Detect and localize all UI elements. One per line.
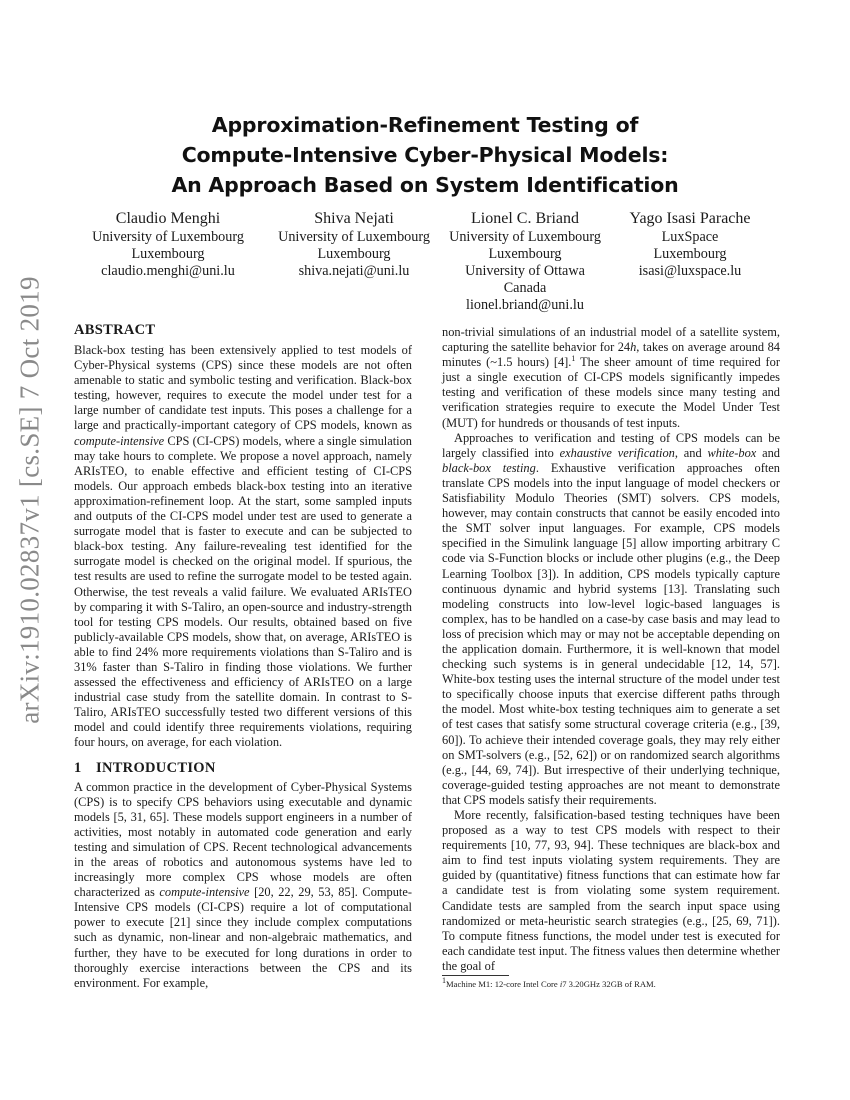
author-email: lionel.briand@uni.lu (466, 297, 584, 313)
author-menghi (75, 209, 261, 280)
right-column (442, 325, 780, 974)
author-country: Luxembourg (488, 246, 562, 262)
abstract-text: Black-box testing has been extensively applied to test models of Cyber-Physical systems (CPS) since these models are not often amenable to static and symbolic testing and verification. Black-box testing, however, requires to execute the model under test for a large number of candidate test inputs. This poses a challenge for a large and practically-important category of CPS models, known as compute-intensive CPS (CI-CPS) models, where a single simulation may take hours to complete. We propose a novel approach, namely ARIsTEO, to enable effective and efficient testing of CI-CPS models. Our approach embeds black-box testing into an iterative approximation-refinement loop. At the start, some sampled inputs and outputs of the CI-CPS model under test are used to generate a surrogate model that is faster to execute and can be subjected to black-box testing. Any failure-revealing test identified for the surrogate model is checked on the original model. If spurious, the test results are used to refine the surrogate model to be tested again. Otherwise, the test reveals a valid failure. We evaluated ARIsTEO by comparing it with S-Taliro, an open-source and industry-strength tool for testing CPS models. Our results, obtained based on five publicly-available CPS models, show that, on average, ARIsTEO is able to find 24% more requirements violations than S-Taliro and is 31% faster than S-Taliro in finding those violations. We further assessed the effectiveness and efficiency of ARIsTEO on a large industrial case study from the satellite domain. In contrast to S-Taliro, ARIsTEO successfully tested two different versions of this model and could identify three requirements violations, requiring four hours, on average, for each violation. (74, 343, 412, 750)
author-affiliation: University of Luxembourg (449, 229, 601, 245)
footnote: $^1$Machine M1: 12-core Intel Core i7 3.20GHz 32GB of RAM. (442, 976, 656, 989)
author-name: Claudio Menghi (115, 210, 221, 227)
intro-paragraph-3: More recently, falsification-based testing techniques have been proposed as a way to test CPS models with respect to their requirements [10, 77, 93, 94]. These techniques are black-box and aim to find test inputs violating system requirements. They are guided by (quantitative) fitness functions that can estimate how far a candidate test is from violating some system requirement. Candidate tests are sampled from the search input space using randomized or meta-heuristic search strategies (e.g., [25, 69, 71]). To compute fitness functions, the model under test is executed for each candidate test input. The fitness values then determine whether the goal of (442, 808, 780, 973)
author-country: Luxembourg (317, 246, 391, 262)
author-affiliation: University of Luxembourg (278, 229, 430, 245)
author-name: Lionel C. Briand (471, 210, 579, 227)
arxiv-identifier: arXiv:1910.02837v1 [cs.SE] 7 Oct 2019 (14, 276, 45, 724)
title-line-2: Compute-Intensive Cyber-Physical Models: (181, 143, 669, 167)
author-briand (432, 209, 618, 314)
author-block (75, 209, 785, 319)
author-nejati (261, 209, 447, 280)
paper-title (0, 110, 850, 200)
author-country: Luxembourg (131, 246, 205, 262)
intro-paragraph-2: Approaches to verification and testing of CPS models can be largely classified into exhaustive verification, and white-box and black-box testing. Exhaustive verification approaches often translate CPS models into the input language of model checkers or Satisfiability Modulo Theories (SMT) solvers. CPS models, however, may contain constructs that cannot be easily encoded into the SMT solver input languages. For example, CPS models specified in the Simulink language [5] allow importing arbitrary C code via S-Function blocks or include other plugins (e.g., the Deep Learning Toolbox [3]). In addition, CPS models typically capture continuous dynamic and hybrid systems [13]. Translating such modeling constructs into low-level logic-based languages is complex, has to be handled on a case-by case basis and may lead to loss of precision which may or may not be acceptable depending on the application domain. Furthermore, it is well-known that model checking such systems is in general undecidable [12, 14, 57]. White-box testing uses the internal structure of the model under test to specifically choose inputs that exercise different paths through the model. Most white-box testing techniques aim to generate a set of test cases that satisfy some structural coverage criteria (e.g., [39, 60]). To achieve their intended coverage goals, they may rely either on SMT-solvers (e.g., [52, 62]) or on randomized search algorithms (e.g., [44, 69, 74]). But irrespective of their underlying technique, coverage-guided testing approaches are not meant to demonstrate that CPS models satisfy their requirements. (442, 430, 780, 807)
author-name: Shiva Nejati (314, 210, 394, 227)
author-affiliation-2: University of Ottawa (465, 263, 585, 279)
left-column (74, 320, 412, 991)
author-email: isasi@luxspace.lu (638, 263, 742, 279)
title-line-1: Approximation-Refinement Testing of (211, 113, 639, 137)
author-email: claudio.menghi@uni.lu (101, 263, 235, 279)
author-isasi-parache (597, 209, 783, 280)
arxiv-sidebar-stamp (10, 276, 50, 724)
author-country: Luxembourg (653, 246, 727, 262)
introduction-heading (74, 758, 412, 778)
section-title: INTRODUCTION (96, 759, 216, 776)
author-email: shiva.nejati@uni.lu (298, 263, 410, 279)
author-affiliation: LuxSpace (661, 229, 719, 245)
author-country-2: Canada (503, 280, 547, 296)
footnote-mark: 1 (442, 976, 446, 986)
footnote-reference[interactable]: 1 (571, 354, 576, 364)
author-name: Yago Isasi Parache (629, 210, 751, 227)
title-line-3: An Approach Based on System Identification (171, 173, 679, 197)
intro-paragraph-1: A common practice in the development of Cyber-Physical Systems (CPS) is to specify CPS behaviors using executable and dynamic models [5, 31, 65]. These models support engineers in a number of activities, most notably in automated code generation and early testing and simulation of CPS. Recent technological advancements in the areas of robotics and autonomous systems have led to increasingly more complex CPS whose models are often characterized as compute-intensive [20, 22, 29, 53, 85]. Compute-Intensive CPS models (CI-CPS) require a lot of computational power to execute [21] since they include complex computations such as dynamic, non-linear and non-algebraic mathematics, and further, they have to be executed for long durations in order to thoroughly exercise interactions between the CPS and its environment. For example, (74, 779, 412, 990)
author-affiliation: University of Luxembourg (92, 229, 244, 245)
section-number: 1 (74, 759, 82, 776)
abstract-heading: ABSTRACT (74, 322, 156, 338)
intro-paragraph-1-continued: non-trivial simulations of an industrial model of a satellite system, capturing the satellite behavior for 24h, takes on average around 84 minutes (~1.5 hours) [4].$^1$ The sheer amount of time required for just a single execution of CI-CPS models significantly impedes testing and verification of these models since many testing and verification strategies require to execute the Model Under Test (MUT) for hundreds or thousands of test inputs. (442, 325, 780, 430)
footnote-divider (442, 975, 509, 976)
